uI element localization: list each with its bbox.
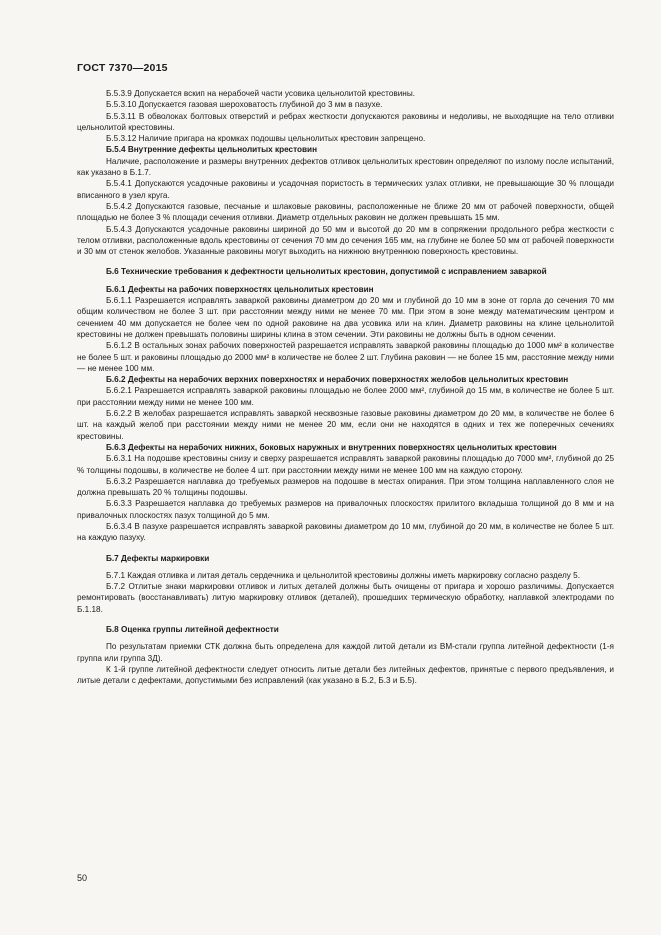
paragraph: Б.5.3.11 В обволоках болтовых отверстий и ребрах жесткости допускаются раковины и недоливы, не выходящие на тело отливки цельнолитой крестовины. bbox=[77, 111, 614, 132]
page-number: 50 bbox=[77, 873, 88, 883]
section-heading: Б.5.4 Внутренние дефекты цельнолитых крестовин bbox=[106, 145, 318, 155]
section-heading: Б.6.1 Дефекты на рабочих поверхностях цельнолитых крестовин bbox=[106, 284, 374, 294]
paragraph: Б.6.3.4 В пазухе разрешается исправлять заваркой раковины диаметром до 10 мм, глубиной до 20 мм, в количестве не более 5 шт. на каждую пазуху. bbox=[77, 521, 614, 543]
paragraph: Б.5.3.10 Допускается газовая шероховатость глубиной до 3 мм в пазухе. bbox=[106, 100, 383, 110]
paragraph: Наличие, расположение и размеры внутренних дефектов отливок цельнолитых крестовин определяют по излому после испытаний, как указано в Б.1.7. bbox=[77, 156, 614, 178]
section-heading: Б.6 Технические требования к дефектности цельнолитых крестовин, допустимой с исправлением заваркой bbox=[106, 267, 547, 277]
paragraph: Б.6.2.2 В желобах разрешается исправлять заваркой несквозные газовые раковины диаметром до 20 мм, в количестве не более 6 шт. на каждый желоб при расстоянии между ними не менее 20 мм, если они не находятся в одних и тех же поперечных сечениях крестовины. bbox=[77, 409, 614, 441]
paragraph: Б.5.3.9 Допускается вскип на нерабочей части усовика цельнолитой крестовины. bbox=[106, 89, 415, 98]
section-heading: Б.7 Дефекты маркировки bbox=[106, 553, 210, 563]
section-heading: Б.6.3 Дефекты на нерабочих нижних, боковых наружных и внутренних поверхностях цельнолитых крестовин bbox=[106, 442, 557, 452]
paragraph: Б.7.2 Отлитые знаки маркировки отливок и литых деталей должны быть очищены от пригара и хорошо различимы. Допускается ремонтировать (восстанавливать) литую маркировку отливок (деталей), прошедших термическую обработку, наплавкой электродами по Б.1.18. bbox=[77, 582, 614, 614]
paragraph: Б.5.4.3 Допускаются усадочные раковины шириной до 50 мм и высотой до 20 мм в сопряжении продольного ребра жесткости с телом отливки, расположенные вдоль крестовины от сечения 70 мм до сечения 165 мм, на глубине не более 50 мм от рабочей поверхности и 30 мм от стенок желобов. Указанные раковины могут выходить на нижнюю внутреннюю поверхность крестовины. bbox=[77, 224, 614, 257]
paragraph: Б.6.1.2 В остальных зонах рабочих поверхностей разрешается исправлять заваркой раковины площадью до 1000 мм² в количестве не более 5 шт. и раковины площадью до 2000 мм² в количестве не более 2 шт. Глубина раковин — не более 15 мм, расстояние между ними — не менее 100 мм. bbox=[77, 341, 614, 373]
section-heading: Б.6.2 Дефекты на нерабочих верхних поверхностях и нерабочих поверхностях желобов цельнолитых крестовин bbox=[106, 375, 569, 385]
paragraph: Б.5.4.2 Допускаются газовые, песчаные и шлаковые раковины, расположенные не ближе 20 мм от рабочей поверхности, общей площадью не более 3 % площади сечения отливки. Диаметр отдельных раковин не должен превышать 15 мм. bbox=[77, 201, 614, 223]
paragraph: Б.6.3.2 Разрешается наплавка до требуемых размеров на подошве в местах опирания. При этом толщина наплавленного слоя не должна превышать 20 % толщины подошвы. bbox=[77, 476, 614, 498]
paragraph: Б.7.1 Каждая отливка и литая деталь сердечника и цельнолитой крестовины должны иметь маркировку согласно разделу 5. bbox=[106, 570, 580, 580]
paragraph: Б.6.2.1 Разрешается исправлять заваркой раковины площадью не более 2000 мм², глубиной до 15 мм, в количестве не более 5 шт. при расстоянии между ними не менее 100 мм. bbox=[77, 386, 614, 407]
paragraph: По результатам приемки СТК должна быть определена для каждой литой детали из ВМ-стали группа литейной дефектности (1-я группа или группа 3Д). bbox=[77, 642, 614, 663]
paragraph: Б.5.3.12 Наличие пригара на кромках подошвы цельнолитых крестовин запрещено. bbox=[106, 134, 426, 144]
paragraph: Б.6.3.3 Разрешается наплавка до требуемых размеров на привалочных плоскостях прилитого вкладыша толщиной до 8 мм и на привалочных плоскостях пазух толщиной до 5 мм. bbox=[77, 499, 614, 520]
paragraph: Б.6.1.1 Разрешается исправлять заваркой раковины диаметром до 20 мм и глубиной до 10 мм в зоне от горла до сечения 70 мм общим количеством не более 3 шт. при расстоянии между ними не менее 70 мм. При этом в зоне между математическим центром и сечением 40 мм допускается не более чем по одной раковине на два усовика или на клин. Диаметр раковины на клине цельнолитой крестовины не должен превышать половины ширины клина в этом сечении. Эти раковины не должны быть в одном сечении. bbox=[77, 296, 614, 339]
paragraph: Б.6.3.1 На подошве крестовины снизу и сверху разрешается исправлять заваркой раковины площадью до 7000 мм², глубиной до 25 % толщины подошвы, в количестве не более 4 шт. при расстоянии между ними не менее 100 мм на каждую сторону. bbox=[77, 454, 614, 475]
paragraph: Б.5.4.1 Допускаются усадочные раковины и усадочная пористость в термических узлах отливки, не превышающие 30 % площади вписанного в узел круга. bbox=[77, 179, 614, 200]
section-heading: Б.8 Оценка группы литейной дефектности bbox=[106, 625, 279, 635]
document-body bbox=[77, 88, 614, 687]
document-header: ГОСТ 7370—2015 bbox=[77, 62, 168, 74]
paragraph: К 1-й группе литейной дефектности следует относить литые детали без литейных дефектов, принятые с первого предъявления, и литые детали с дефектами, допустимыми без исправлений (как указано в Б.2, Б.3 и Б.5). bbox=[77, 664, 614, 686]
